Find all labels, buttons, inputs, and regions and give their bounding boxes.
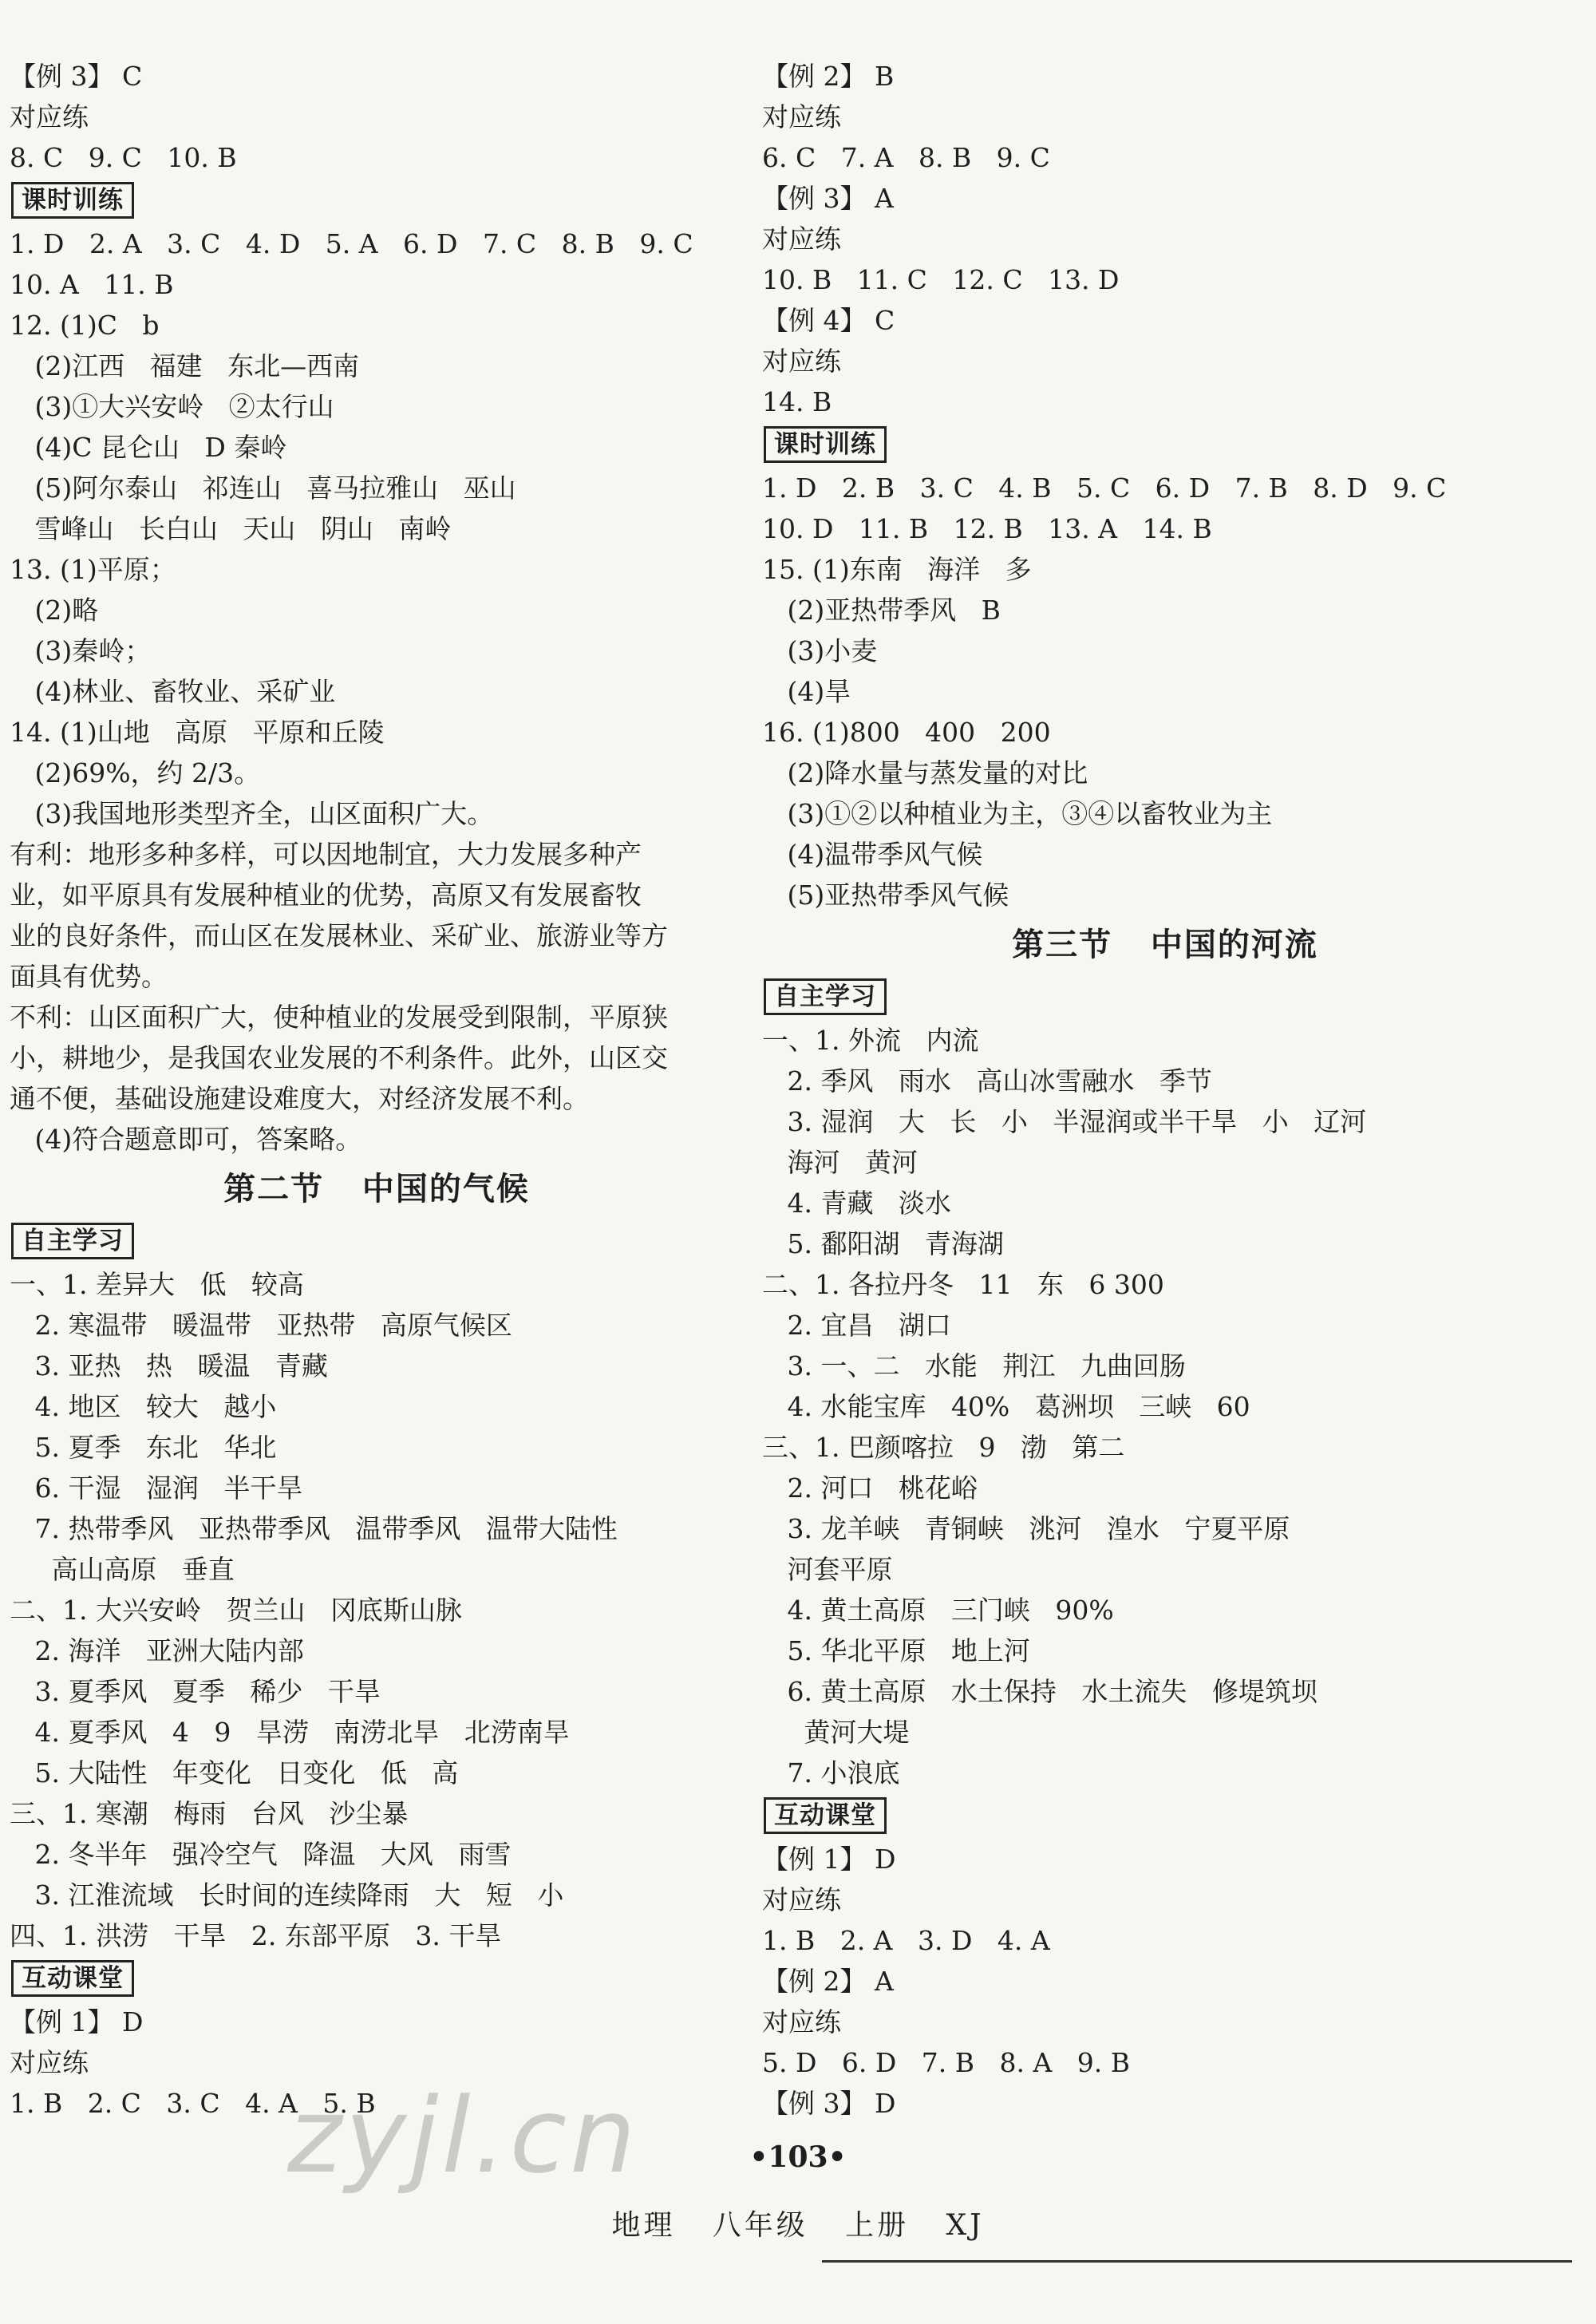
answer-line: 10. D 11. B 12. B 13. A 14. B: [762, 513, 1212, 544]
answer-line: 雪峰山 长白山 天山 阴山 南岭: [10, 513, 452, 544]
answer-line: (4)C 昆仑山 D 秦岭: [10, 432, 287, 463]
watermark-logo: zyjl.cn: [287, 2075, 639, 2196]
answer-line: 【例 3】 C: [10, 61, 143, 92]
answer-line: 【例 1】 D: [762, 1844, 896, 1875]
answer-line: 【例 3】 D: [762, 2088, 896, 2119]
answer-line: 高山高原 垂直: [10, 1554, 235, 1585]
answer-line: 【例 3】 A: [762, 183, 894, 214]
footer-rule: [822, 2260, 1572, 2263]
answer-line: 【例 4】 C: [762, 305, 895, 336]
answer-line: 对应练: [762, 2006, 841, 2037]
answer-line: 对应练: [762, 1884, 841, 1915]
answer-line: 三、1. 寒潮 梅雨 台风 沙尘暴: [10, 1798, 409, 1829]
answer-line: 【例 1】 D: [10, 2006, 144, 2037]
section-box-heading: [762, 422, 1568, 468]
section-box-heading: [762, 974, 1568, 1020]
answer-line: 12. (1)C b: [10, 310, 160, 341]
answer-line: 河套平原: [762, 1554, 893, 1585]
answer-line: 6. C 7. A 8. B 9. C: [762, 142, 1050, 173]
answer-line: 对应练: [10, 101, 89, 132]
answer-line: 2. 季风 雨水 高山冰雪融水 季节: [762, 1065, 1212, 1097]
answer-line: (2)江西 福建 东北—西南: [10, 350, 360, 381]
box-heading-label: 课时训练: [764, 426, 887, 463]
answer-line: 5. 华北平原 地上河: [762, 1635, 1030, 1666]
answer-line: (2)降水量与蒸发量的对比: [762, 757, 1088, 788]
section-title: 第三节 中国的河流: [1012, 926, 1318, 963]
answer-line: 8. C 9. C 10. B: [10, 142, 237, 173]
answer-line: 对应练: [762, 223, 841, 255]
answer-line: 2. 海洋 亚洲大陆内部: [10, 1635, 304, 1666]
answer-line: 3. 龙羊峡 青铜峡 洮河 湟水 宁夏平原: [762, 1513, 1290, 1544]
answer-line: 5. 大陆性 年变化 日变化 低 高: [10, 1757, 459, 1788]
answer-line: 三、1. 巴颜喀拉 9 渤 第二: [762, 1432, 1125, 1463]
left-column: [10, 56, 744, 2124]
answer-line: (3)①②以种植业为主，③④以畜牧业为主: [762, 798, 1273, 829]
section-box-heading: [10, 1219, 744, 1264]
answer-line: 对应练: [10, 2047, 89, 2078]
answer-line: (2)亚热带季风 B: [762, 595, 1001, 626]
answer-line: 10. B 11. C 12. C 13. D: [762, 264, 1120, 295]
answer-line: 4. 夏季风 4 9 旱涝 南涝北旱 北涝南旱: [10, 1717, 570, 1748]
answer-line: 业，如平原具有发展种植业的优势，高原又有发展畜牧: [10, 879, 642, 911]
answer-line: (4)旱: [762, 676, 851, 707]
answer-line: 2. 宜昌 湖口: [762, 1310, 951, 1341]
answer-line: 业的良好条件，而山区在发展林业、采矿业、旅游业等方: [10, 920, 668, 951]
answer-line: (4)符合题意即可，答案略。: [10, 1124, 362, 1155]
answer-line: 10. A 11. B: [10, 269, 174, 300]
answer-line: (3)我国地形类型齐全，山区面积广大。: [10, 798, 494, 829]
answer-line: 16. (1)800 400 200: [762, 717, 1051, 748]
answer-line: 14. (1)山地 高原 平原和丘陵: [10, 717, 385, 748]
box-heading-label: 自主学习: [764, 978, 887, 1015]
section-box-heading: [762, 1793, 1568, 1839]
section-box-heading: [10, 1956, 744, 2002]
box-heading-label: 互动课堂: [11, 1960, 134, 1997]
answer-line: 对应练: [762, 101, 841, 132]
box-heading-label: 互动课堂: [764, 1797, 887, 1834]
answer-line: (3)小麦: [762, 635, 878, 666]
subject-footer: 地理 八年级 上册 XJ: [611, 2209, 985, 2242]
answer-line: 4. 地区 较大 越小: [10, 1391, 277, 1422]
answer-line: 通不便，基础设施建设难度大，对经济发展不利。: [10, 1083, 589, 1114]
answer-line: 5. D 6. D 7. B 8. A 9. B: [762, 2047, 1131, 2078]
answer-line: 一、1. 差异大 低 较高: [10, 1269, 304, 1300]
answer-line: 5. 夏季 东北 华北: [10, 1432, 277, 1463]
answer-line: 2. 冬半年 强冷空气 降温 大风 雨雪: [10, 1839, 512, 1870]
answer-line: 1. D 2. B 3. C 4. B 5. C 6. D 7. B 8. D 9. C: [762, 472, 1447, 504]
answer-line: (5)阿尔泰山 祁连山 喜马拉雅山 巫山: [10, 472, 516, 504]
answer-line: (5)亚热带季风气候: [762, 879, 1009, 911]
answer-line: 1. B 2. C 3. C 4. A 5. B: [10, 2088, 376, 2119]
answer-line: 7. 小浪底: [762, 1757, 900, 1788]
answer-line: 5. 鄱阳湖 青海湖: [762, 1228, 1004, 1259]
answer-line: 黄河大堤: [762, 1717, 910, 1748]
section-title: 第二节 中国的气候: [223, 1170, 530, 1207]
box-heading-label: 课时训练: [11, 182, 134, 219]
answer-line: (2)69%，约 2/3。: [10, 757, 261, 788]
answer-line: (3)①大兴安岭 ②太行山: [10, 391, 334, 422]
answer-line: (4)林业、畜牧业、采矿业: [10, 676, 336, 707]
answer-line: 14. B: [762, 386, 832, 417]
answer-line: 3. 夏季风 夏季 稀少 干旱: [10, 1676, 381, 1707]
answer-line: (4)温带季风气候: [762, 839, 983, 870]
answer-line: 6. 干湿 湿润 半干旱: [10, 1472, 303, 1504]
answer-line: 有利：地形多种多样，可以因地制宜，大力发展多种产: [10, 839, 642, 870]
answer-line: (2)略: [10, 595, 99, 626]
answer-line: 15. (1)东南 海洋 多: [762, 554, 1032, 585]
answer-line: 小，耕地少，是我国农业发展的不利条件。此外，山区交: [10, 1042, 668, 1073]
answer-line: 2. 河口 桃花峪: [762, 1472, 978, 1504]
answer-line: 海河 黄河: [762, 1147, 918, 1178]
answer-line: 面具有优势。: [10, 961, 168, 992]
answer-line: 二、1. 大兴安岭 贺兰山 冈底斯山脉: [10, 1595, 462, 1626]
answer-line: 3. 一、二 水能 荆江 九曲回肠: [762, 1350, 1186, 1381]
answer-line: 二、1. 各拉丹冬 11 东 6 300: [762, 1269, 1164, 1300]
answer-line: 一、1. 外流 内流: [762, 1025, 979, 1056]
right-column: [762, 56, 1568, 2124]
answer-line: 四、1. 洪涝 干旱 2. 东部平原 3. 干旱: [10, 1920, 502, 1951]
box-heading-label: 自主学习: [11, 1223, 134, 1259]
answer-line: 4. 黄土高原 三门峡 90%: [762, 1595, 1114, 1626]
answer-line: 7. 热带季风 亚热带季风 温带季风 温带大陆性: [10, 1513, 618, 1544]
section-box-heading: [10, 178, 744, 223]
answer-line: 1. B 2. A 3. D 4. A: [762, 1925, 1050, 1956]
answer-line: 3. 亚热 热 暖温 青藏: [10, 1350, 328, 1381]
answer-line: 3. 湿润 大 长 小 半湿润或半干旱 小 辽河: [762, 1106, 1367, 1137]
answer-line: 6. 黄土高原 水土保持 水土流失 修堤筑坝: [762, 1676, 1317, 1707]
answer-line: 2. 寒温带 暖温带 亚热带 高原气候区: [10, 1310, 512, 1341]
answer-line: 【例 2】 A: [762, 1966, 894, 1997]
page-number: •103•: [749, 2140, 847, 2174]
answer-line: 对应练: [762, 346, 841, 377]
answer-line: 4. 水能宝库 40% 葛洲坝 三峡 60: [762, 1391, 1250, 1422]
answer-line: 不利：山区面积广大，使种植业的发展受到限制，平原狭: [10, 1002, 668, 1033]
answer-line: 1. D 2. A 3. C 4. D 5. A 6. D 7. C 8. B 9. C: [10, 228, 693, 259]
answer-line: 【例 2】 B: [762, 61, 895, 92]
answer-line: 4. 青藏 淡水: [762, 1188, 951, 1219]
answer-line: 13. (1)平原；: [10, 554, 176, 585]
answer-line: 3. 江淮流域 长时间的连续降雨 大 短 小: [10, 1879, 564, 1911]
answer-line: (3)秦岭；: [10, 635, 152, 666]
